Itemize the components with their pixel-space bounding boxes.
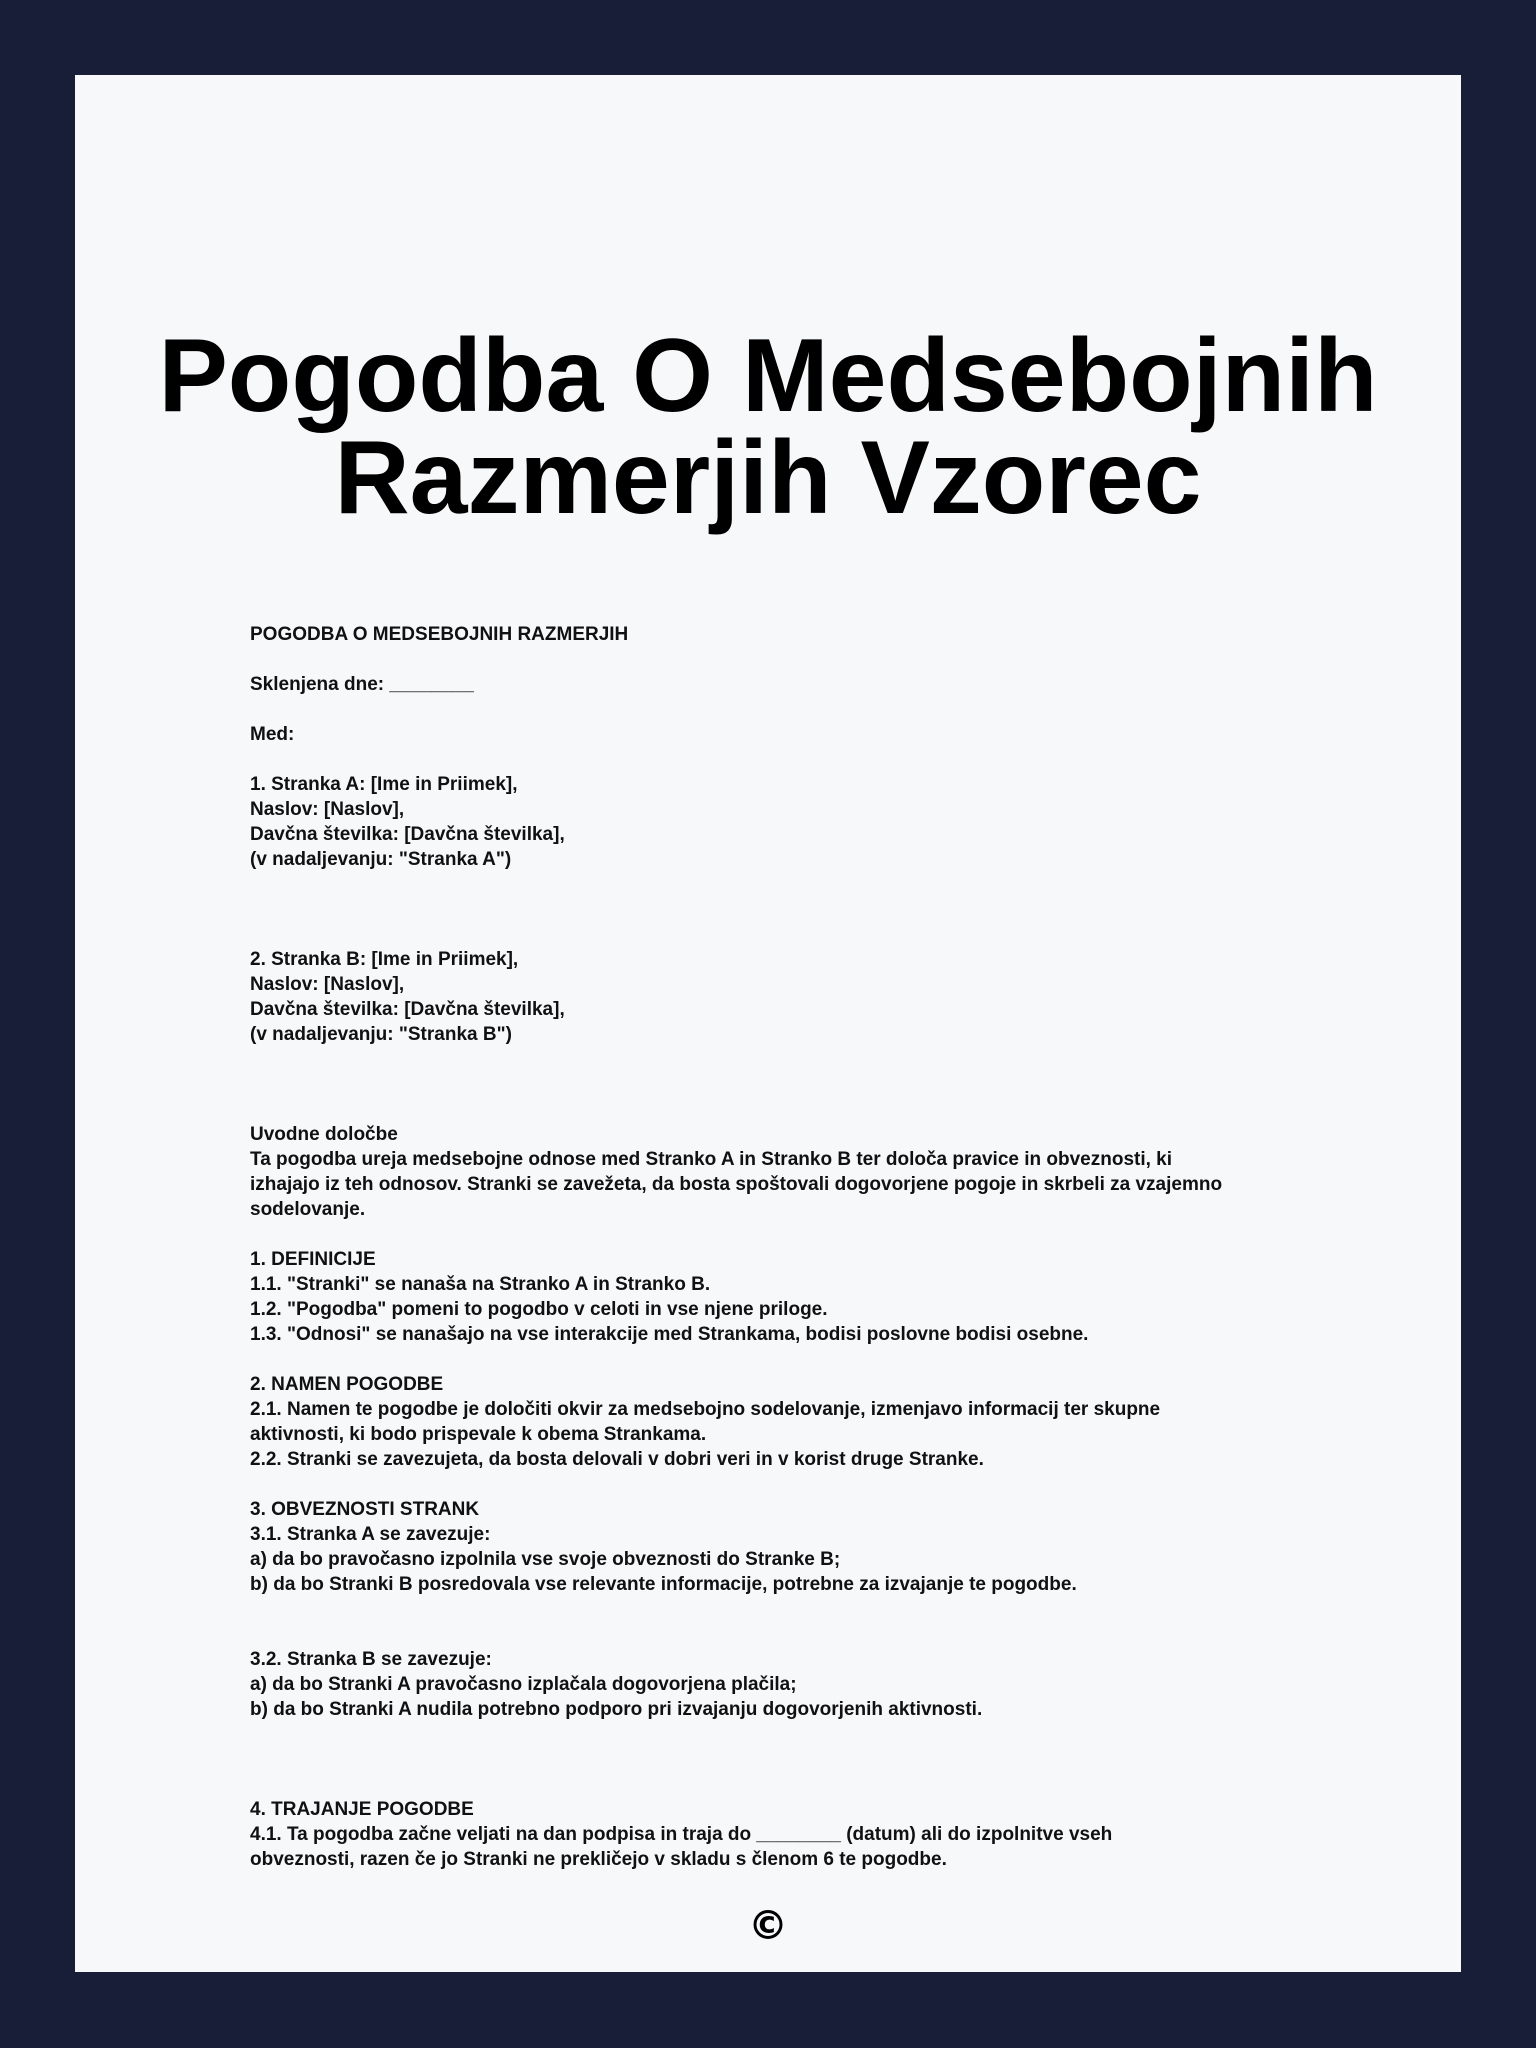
text-line: a) da bo pravočasno izpolnila vse svoje obveznosti do Stranke B;	[250, 1549, 841, 1570]
blank-line	[250, 872, 1330, 897]
text-line: 2. Stranka B: [Ime in Priimek],	[250, 949, 519, 970]
blank-line	[250, 897, 1330, 922]
blank-line	[250, 1097, 1330, 1122]
text-line: 1.3. "Odnosi" se nanašajo na vse interakcije med Strankama, bodisi poslovne bodisi osebne.	[250, 1324, 1089, 1345]
text-line: (v nadaljevanju: "Stranka B")	[250, 1024, 512, 1045]
text-line: Naslov: [Naslov],	[250, 799, 405, 820]
text-line: POGODBA O MEDSEBOJNIH RAZMERJIH	[250, 624, 629, 645]
blank-line	[250, 647, 1330, 672]
text-line: 4.1. Ta pogodba začne veljati na dan podpisa in traja do ________ (datum) ali do izpolnitve vseh	[250, 1824, 1113, 1845]
text-line: Ta pogodba ureja medsebojne odnose med Stranko A in Stranko B ter določa pravice in obveznosti, ki	[250, 1149, 1173, 1170]
blank-line	[250, 1347, 1330, 1372]
text-line: aktivnosti, ki bodo prispevale k obema Strankama.	[250, 1424, 707, 1445]
text-line: Davčna številka: [Davčna številka],	[250, 824, 565, 845]
text-line: 3.1. Stranka A se zavezuje:	[250, 1524, 491, 1545]
blank-line	[250, 1772, 1330, 1797]
text-line: 3.2. Stranka B se zavezuje:	[250, 1649, 492, 1670]
text-line: Med:	[250, 724, 295, 745]
document-title: Pogodba O Medsebojnih Razmerjih Vzorec	[158, 318, 1378, 536]
text-line: sodelovanje.	[250, 1199, 366, 1220]
blank-line	[250, 1622, 1330, 1647]
text-line: 3. OBVEZNOSTI STRANK	[250, 1499, 480, 1520]
blank-line	[250, 697, 1330, 722]
blank-line	[250, 1472, 1330, 1497]
blank-line	[250, 1747, 1330, 1772]
text-line: 2. NAMEN POGODBE	[250, 1374, 444, 1395]
text-line: izhajajo iz teh odnosov. Stranki se zavežeta, da bosta spoštovali dogovorjene pogoje in skrbeli za vzajemno	[250, 1174, 1223, 1195]
blank-line	[250, 1047, 1330, 1072]
text-line: 1. Stranka A: [Ime in Priimek],	[250, 774, 518, 795]
copyright-icon: ©	[748, 1903, 788, 1949]
blank-line	[250, 747, 1330, 772]
document-body	[250, 622, 1330, 1872]
text-line: Sklenjena dne: ________	[250, 674, 474, 695]
blank-line	[250, 1222, 1330, 1247]
blank-line	[250, 922, 1330, 947]
text-line: obveznosti, razen če jo Stranki ne prekličejo v skladu s členom 6 te pogodbe.	[250, 1849, 947, 1870]
text-line: Naslov: [Naslov],	[250, 974, 405, 995]
text-line: Uvodne določbe	[250, 1124, 398, 1145]
blank-line	[250, 1597, 1330, 1622]
blank-line	[250, 1072, 1330, 1097]
text-line: a) da bo Stranki A pravočasno izplačala dogovorjena plačila;	[250, 1674, 797, 1695]
text-line: 2.1. Namen te pogodbe je določiti okvir za medsebojno sodelovanje, izmenjavo informacij ter skupne	[250, 1399, 1161, 1420]
blank-line	[250, 1722, 1330, 1747]
text-line: 2.2. Stranki se zavezujeta, da bosta delovali v dobri veri in v korist druge Stranke.	[250, 1449, 984, 1470]
text-line: b) da bo Stranki A nudila potrebno podporo pri izvajanju dogovorjenih aktivnosti.	[250, 1699, 983, 1720]
text-line: b) da bo Stranki B posredovala vse relevante informacije, potrebne za izvajanje te pogodbe.	[250, 1574, 1077, 1595]
text-line: 1.1. "Stranki" se nanaša na Stranko A in Stranko B.	[250, 1274, 711, 1295]
text-line: 1. DEFINICIJE	[250, 1249, 376, 1270]
text-line: Davčna številka: [Davčna številka],	[250, 999, 565, 1020]
text-line: 4. TRAJANJE POGODBE	[250, 1799, 474, 1820]
document-page	[75, 75, 1461, 1972]
text-line: 1.2. "Pogodba" pomeni to pogodbo v celoti in vse njene priloge.	[250, 1299, 828, 1320]
text-line: (v nadaljevanju: "Stranka A")	[250, 849, 512, 870]
